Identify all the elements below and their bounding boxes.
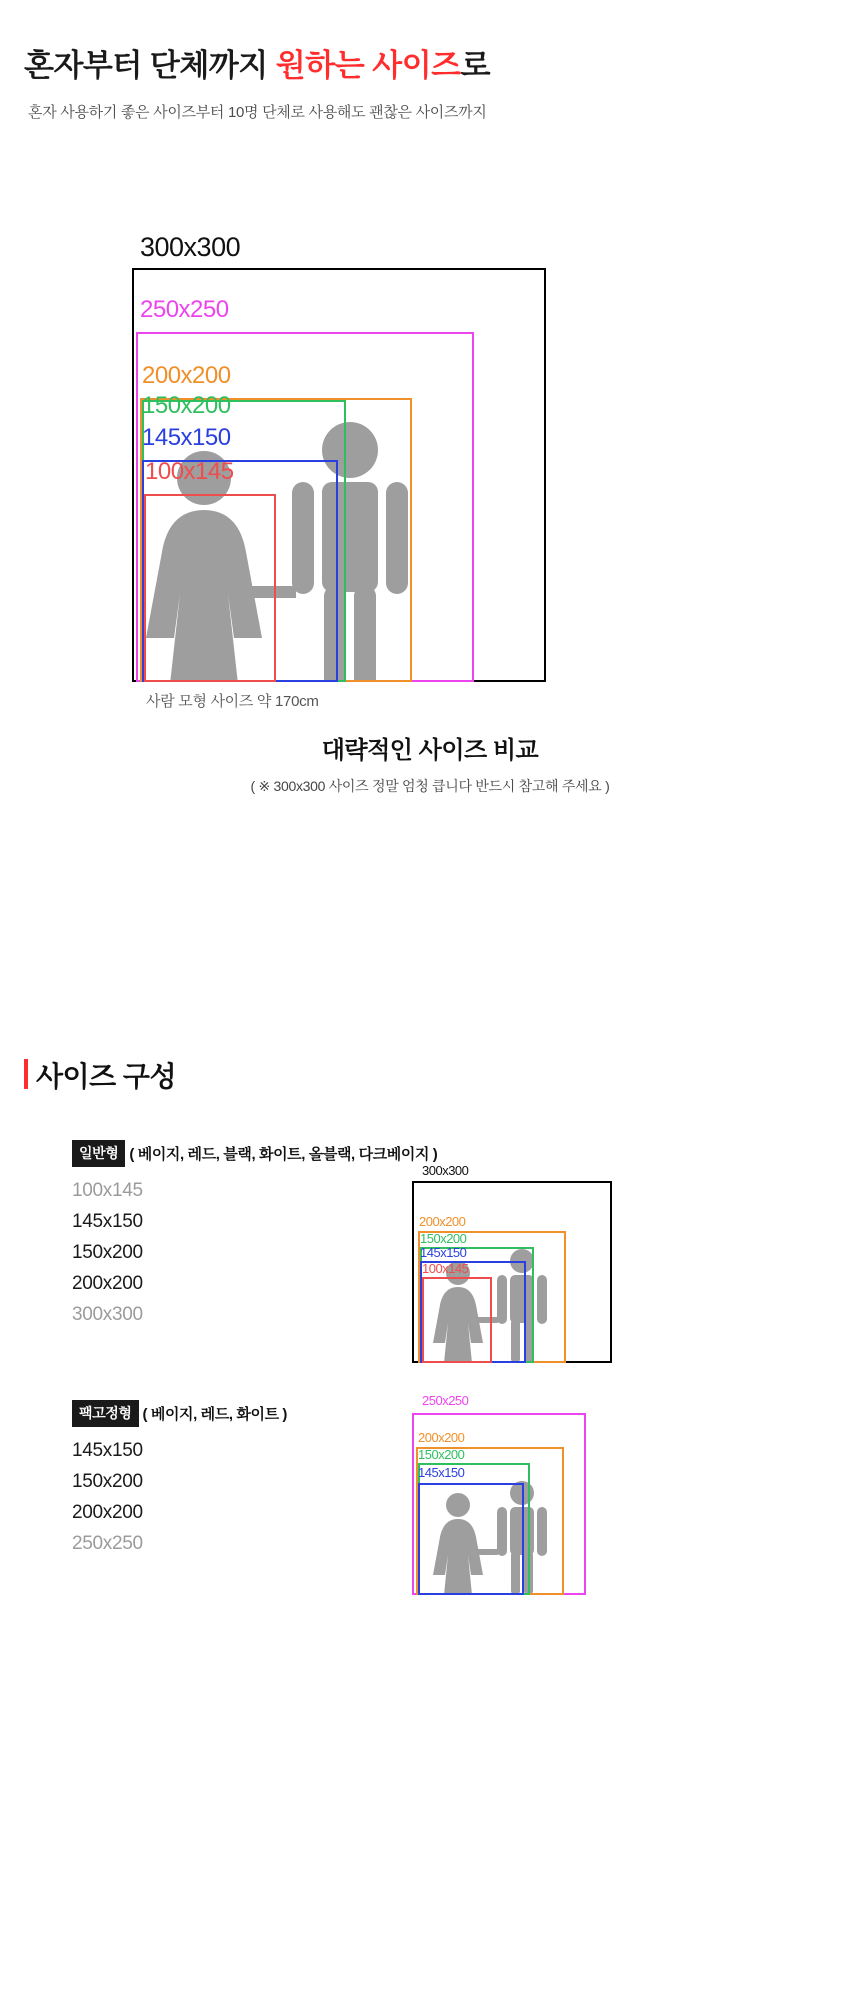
- list-item: 250x250: [72, 1533, 143, 1554]
- page-title-part1: 혼자부터 단체까지: [24, 48, 276, 83]
- size-label-300x300: 300x300: [140, 232, 241, 262]
- mini-size-label-250x250: 250x250: [422, 1393, 469, 1408]
- list-item: 150x200: [72, 1471, 143, 1492]
- variant-tag-standard: 일반형: [72, 1140, 125, 1167]
- list-item: 145x150: [72, 1440, 143, 1461]
- variant-colors-standard: ( 베이지, 레드, 블랙, 화이트, 올블랙, 다크베이지 ): [129, 1146, 438, 1163]
- mini-size-label-100x145: 100x145: [422, 1261, 469, 1276]
- mini-size-label-300x300: 300x300: [422, 1163, 469, 1178]
- page-title: [24, 40, 490, 85]
- size-label-145x150: 145x150: [142, 424, 231, 451]
- mini-size-box-100x145: [422, 1277, 492, 1363]
- list-item: 145x150: [72, 1211, 143, 1232]
- size-label-200x200: 200x200: [142, 362, 231, 389]
- variant-header-standard: [72, 1140, 437, 1167]
- list-item: 200x200: [72, 1273, 143, 1294]
- mini-size-label-200x200: 200x200: [419, 1214, 466, 1229]
- variant-tag-pegfixed: 팩고정형: [72, 1400, 139, 1427]
- variant-colors-pegfixed: ( 베이지, 레드, 화이트 ): [142, 1406, 288, 1423]
- mini-size-label-145x150: 145x150: [420, 1245, 467, 1260]
- list-item: 200x200: [72, 1502, 143, 1523]
- size-list-standard: [72, 1175, 437, 1330]
- figure-scale-caption: 사람 모형 사이즈 약 170cm: [146, 693, 319, 710]
- mini-size-box-145x150: [418, 1483, 524, 1595]
- mini-size-label-145x150: 145x150: [418, 1465, 465, 1480]
- variant-block-pegfixed: [72, 1400, 287, 1559]
- diagram-title: 대략적인 사이즈 비교: [321, 737, 539, 764]
- size-list-pegfixed: [72, 1435, 287, 1559]
- list-item: 100x145: [72, 1180, 143, 1201]
- page-title-accent: 원하는 사이즈: [275, 48, 461, 83]
- size-label-100x145: 100x145: [145, 458, 234, 485]
- mini-diagram-standard: [412, 1165, 632, 1385]
- size-comparison-diagram: [0, 220, 860, 794]
- size-label-150x200: 150x200: [142, 392, 231, 419]
- list-item: 300x300: [72, 1304, 143, 1325]
- mini-size-label-200x200: 200x200: [418, 1430, 465, 1445]
- page-subtitle: 혼자 사용하기 좋은 사이즈부터 10명 단체로 사용해도 괜찮은 사이즈까지: [28, 104, 487, 121]
- mini-size-label-150x200: 150x200: [420, 1231, 467, 1246]
- mini-diagram-pegfixed: [412, 1395, 632, 1635]
- mini-size-label-150x200: 150x200: [418, 1447, 465, 1462]
- variant-header-pegfixed: [72, 1400, 287, 1427]
- diagram-note: ( ※ 300x300 사이즈 정말 엄청 큽니다 반드시 참고해 주세요 ): [250, 778, 610, 794]
- variant-block-standard: [72, 1140, 437, 1330]
- size-label-250x250: 250x250: [140, 296, 229, 323]
- section-title-size-composition: 사이즈 구성: [24, 1055, 176, 1095]
- size-box-100x145: [144, 494, 276, 682]
- list-item: 150x200: [72, 1242, 143, 1263]
- page-title-part2: 로: [460, 48, 491, 83]
